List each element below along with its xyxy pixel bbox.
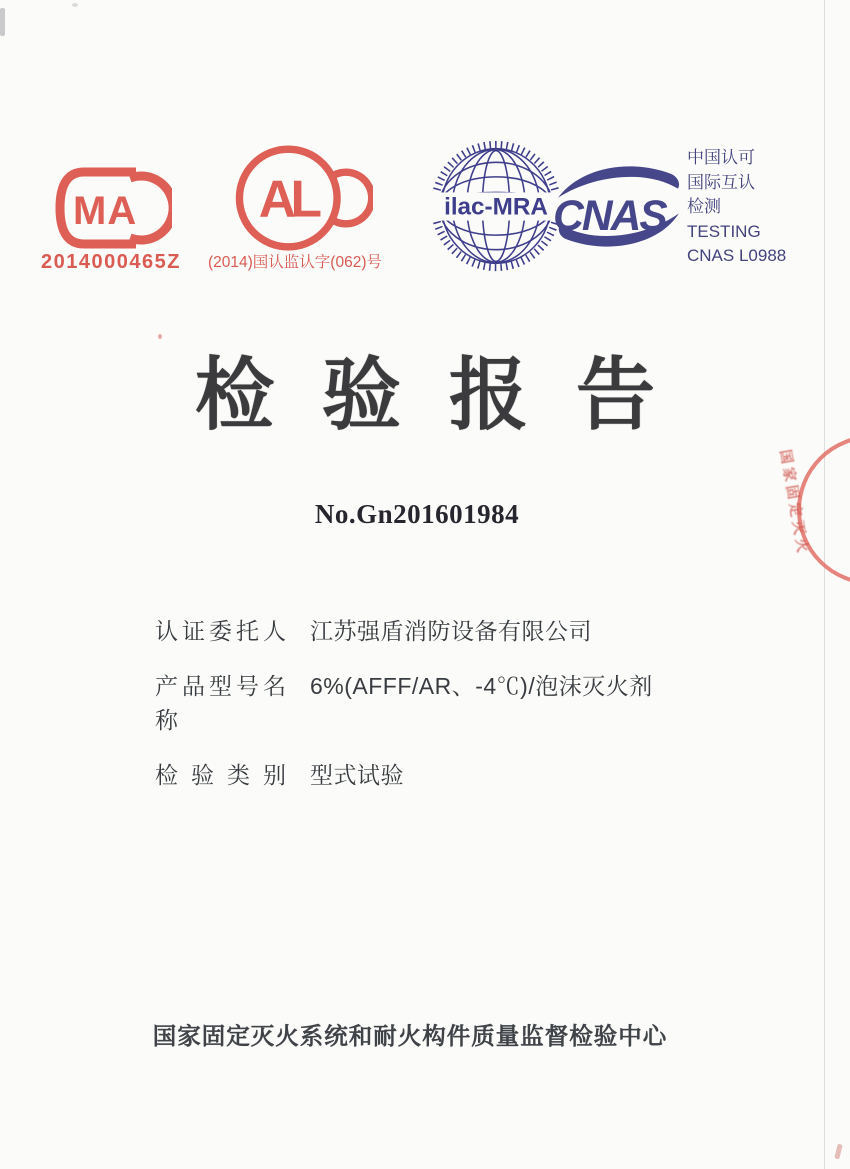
- ilac-mra-logo-icon: [428, 138, 564, 274]
- cnas-line: TESTING: [687, 221, 761, 241]
- document-title: 检验报告: [195, 350, 703, 439]
- red-seal-text: 国家固定灭火: [777, 448, 812, 558]
- scan-speck: [72, 3, 78, 7]
- report-number: No.Gn201601984: [314, 499, 520, 529]
- field-row-client: [155, 614, 653, 648]
- cnas-logo-icon: [552, 158, 685, 255]
- field-row-product-model: [155, 669, 653, 737]
- cal-logo-letters: AL: [258, 169, 317, 228]
- cnas-line: CNAS L0988: [687, 246, 787, 265]
- cnas-accreditation-text: [687, 146, 786, 269]
- scan-speck: [834, 1144, 842, 1160]
- cnas-logo-text: CNAS: [553, 192, 666, 241]
- cma-logo-icon: [50, 162, 172, 254]
- cma-logo-letters: MA: [73, 189, 138, 233]
- field-row-inspection-type: [155, 758, 653, 792]
- report-fields: [155, 614, 653, 813]
- cal-logo-icon: [233, 142, 373, 254]
- field-value: 江苏强盾消防设备有限公司: [310, 618, 592, 644]
- issuing-organization: 国家固定灭火系统和耐火构件质量监督检验中心: [152, 1023, 668, 1049]
- red-seal-arc-icon: [768, 420, 850, 600]
- scan-speck: [0, 8, 5, 36]
- cnas-line: 国际互认: [687, 172, 755, 192]
- field-label: 产品型号名称: [155, 673, 286, 733]
- ilac-mra-logo-text: ilac-MRA: [444, 193, 548, 221]
- cal-cert-text: (2014)国认监认字(062)号: [208, 254, 382, 271]
- field-label: 认证委托人: [155, 618, 286, 644]
- cnas-line: 检测: [687, 197, 721, 216]
- field-label: 检验类别: [155, 762, 286, 788]
- field-value: 型式试验: [310, 762, 404, 788]
- cma-cert-number: 2014000465Z: [41, 251, 181, 273]
- cnas-line: 中国认可: [687, 148, 755, 167]
- field-value: 6%(AFFF/AR、-4℃)/泡沫灭火剂: [310, 673, 653, 699]
